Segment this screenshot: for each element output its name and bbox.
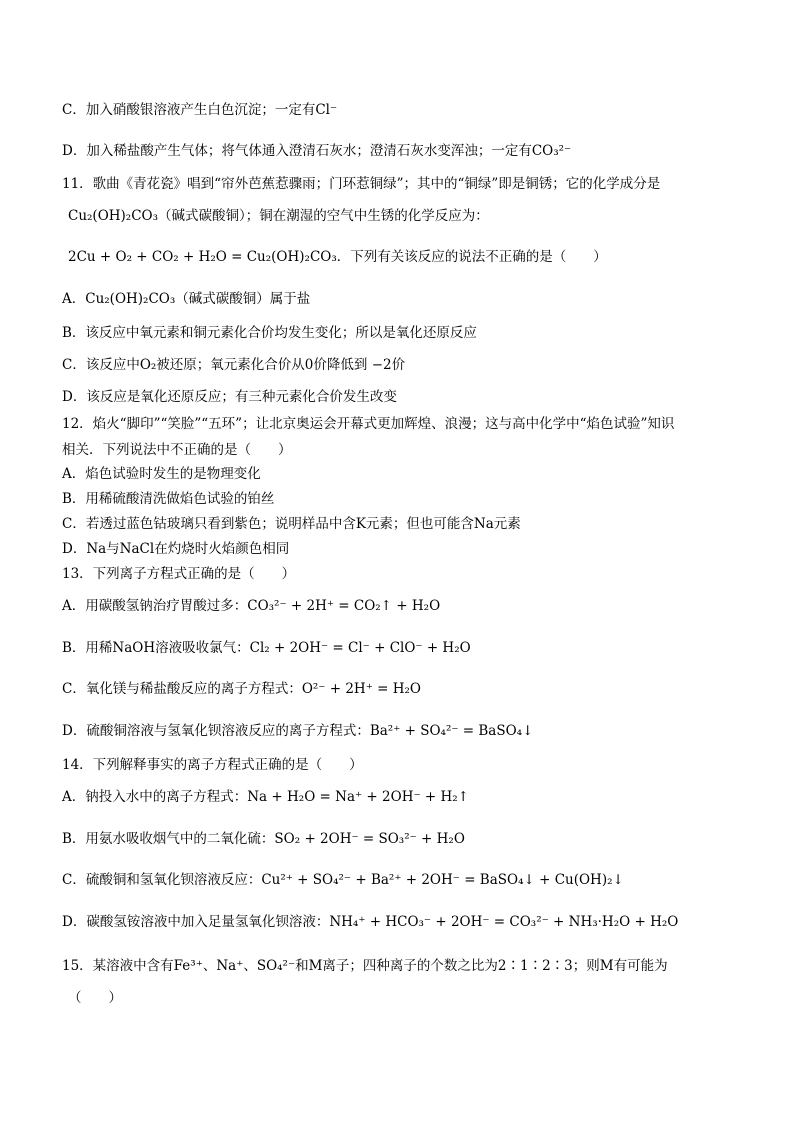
q11-option-c: C．该反应中O₂被还原；氧元素化合价从0价降低到 −2价 bbox=[62, 357, 406, 373]
q12-option-d: D．Na与NaCl在灼烧时火焰颜色相同 bbox=[62, 541, 290, 557]
q12-stem-line2: 相关．下列说法中不正确的是（ ） bbox=[62, 442, 292, 458]
q14-stem: 14．下列解释事实的离子方程式正确的是（ ） bbox=[62, 757, 363, 773]
q14-option-c: C．硫酸铜和氢氧化钡溶液反应：Cu²⁺ + SO₄²⁻ + Ba²⁺ + 2OH⁻ = BaSO₄↓ + Cu(OH)₂↓ bbox=[62, 872, 624, 888]
q11-option-d: D．该反应是氧化还原反应；有三种元素化合价发生改变 bbox=[62, 389, 397, 405]
q15-stem-line1: 15．某溶液中含有Fe³⁺、Na⁺、SO₄²⁻和M离子；四种离子的个数之比为2∶1∶2∶3；则M有可能为 bbox=[62, 958, 668, 974]
q12-option-c: C．若透过蓝色钴玻璃只看到紫色；说明样品中含K元素；但也可能含Na元素 bbox=[62, 516, 521, 532]
q12-stem-line1: 12．焰火“脚印”“笑脸”“五环”；让北京奥运会开幕式更加辉煌、浪漫；这与高中化学中“焰色试验”知识 bbox=[62, 416, 675, 432]
q14-option-a: A．钠投入水中的离子方程式：Na + H₂O = Na⁺ + 2OH⁻ + H₂↑ bbox=[62, 789, 469, 805]
q11-stem-line1: 11．歌曲《青花瓷》唱到“帘外芭蕉惹骤雨；门环惹铜绿”；其中的“铜绿”即是铜锈；它的化学成分是 bbox=[62, 176, 661, 192]
q12-option-b: B．用稀硫酸清洗做焰色试验的铂丝 bbox=[62, 491, 275, 507]
q11-option-b: B．该反应中氧元素和铜元素化合价均发生变化；所以是氧化还原反应 bbox=[62, 325, 477, 341]
q10-option-c: C．加入硝酸银溶液产生白色沉淀；一定有Cl⁻ bbox=[62, 102, 338, 118]
q14-option-d: D．碳酸氢铵溶液中加入足量氢氧化钡溶液：NH₄⁺ + HCO₃⁻ + 2OH⁻ = CO₃²⁻ + NH₃·H₂O + H₂O bbox=[62, 914, 679, 930]
q11-option-a: A．Cu₂(OH)₂CO₃（碱式碳酸铜）属于盐 bbox=[62, 291, 311, 307]
q11-stem-line2: Cu₂(OH)₂CO₃（碱式碳酸铜）；铜在潮湿的空气中生锈的化学反应为： bbox=[68, 208, 489, 224]
q12-option-a: A．焰色试验时发生的是物理变化 bbox=[62, 466, 261, 482]
q13-stem: 13．下列离子方程式正确的是（ ） bbox=[62, 566, 296, 582]
q13-option-d: D．硫酸铜溶液与氢氧化钡溶液反应的离子方程式：Ba²⁺ + SO₄²⁻ = BaSO₄↓ bbox=[62, 723, 534, 739]
q13-option-c: C．氧化镁与稀盐酸反应的离子方程式：O²⁻ + 2H⁺ = H₂O bbox=[62, 681, 421, 697]
q11-stem-line3: 2Cu + O₂ + CO₂ + H₂O = Cu₂(OH)₂CO₃．下列有关该反应的说法不正确的是（ ） bbox=[68, 249, 607, 265]
q10-option-d: D．加入稀盐酸产生气体；将气体通入澄清石灰水；澄清石灰水变浑浊；一定有CO₃²⁻ bbox=[62, 143, 572, 159]
q13-option-b: B．用稀NaOH溶液吸收氯气：Cl₂ + 2OH⁻ = Cl⁻ + ClO⁻ + H₂O bbox=[62, 640, 471, 656]
q15-stem-line2: （ ） bbox=[68, 990, 122, 1006]
q13-option-a: A．用碳酸氢钠治疗胃酸过多：CO₃²⁻ + 2H⁺ = CO₂↑ + H₂O bbox=[62, 598, 441, 614]
q14-option-b: B．用氨水吸收烟气中的二氧化硫：SO₂ + 2OH⁻ = SO₃²⁻ + H₂O bbox=[62, 831, 465, 847]
